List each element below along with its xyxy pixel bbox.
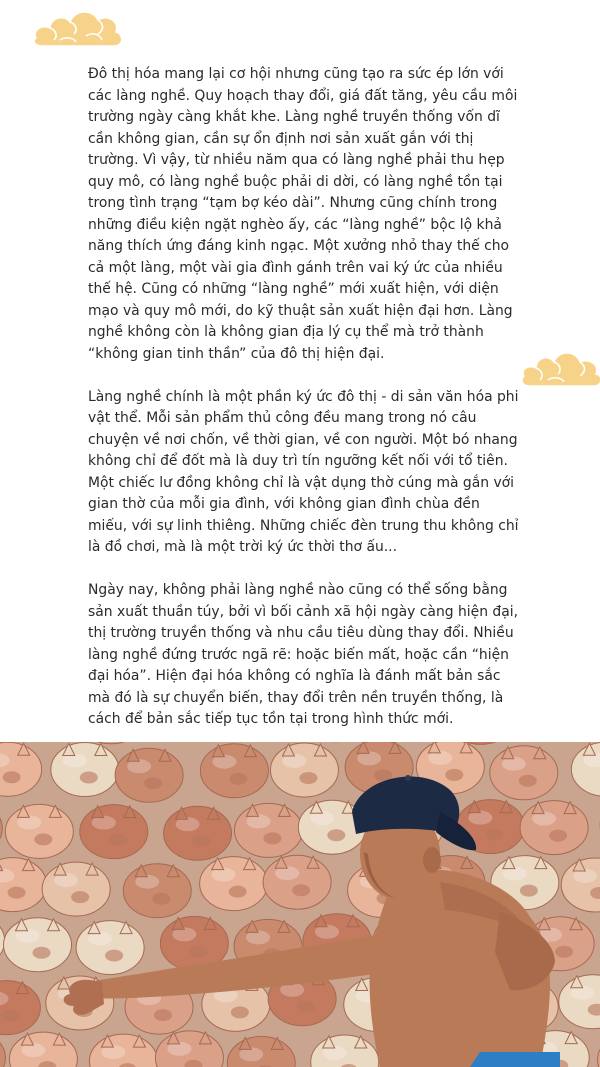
- piggy-bank: [490, 746, 558, 800]
- paragraph: Làng nghề chính là một phần ký ức đô thị - di sản văn hóa phi vật thể. Mỗi sản phẩm thủ công đều mang trong nó câu chuyện về nơi chốn, về thời gian, về con người. Một bó nhang không chỉ để đốt mà là duy trì tín ngưỡng kết nối với tổ tiên. Một chiếc lư đồng không chỉ là vật dụng thờ cúng mà gắn với gian thờ của mỗi gia đình, với không gian đình chùa đền miếu, với sự linh thiêng. Những chiếc đèn trung thu không chỉ là đồ chơi, mà là một trời ký ức thời thơ ấu...: [88, 388, 519, 555]
- piggy-bank: [76, 921, 144, 975]
- piggy-bank: [155, 1031, 223, 1067]
- piggy-bank: [89, 1034, 157, 1067]
- piggy-bank: [51, 743, 119, 797]
- feature-photo: [0, 742, 600, 1067]
- piggy-bank: [4, 918, 72, 972]
- piggy-bank: [123, 864, 191, 918]
- piggy-bank: [0, 742, 42, 796]
- piggy-bank: [0, 981, 40, 1035]
- piggy-bank: [200, 744, 268, 798]
- piggy-bank: [263, 855, 331, 909]
- piggy-bank: [200, 857, 268, 911]
- paragraph: Đô thị hóa mang lại cơ hội nhưng cũng tạo ra sức ép lớn với các làng nghề. Quy hoạch thay đổi, giá đất tăng, yêu cầu môi trường ngày càng khắt khe. Làng nghề truyền thống vốn dĩ cần không gian, cần sự ổn định nơi sản xuất gắn với thị trường. Vì vậy, từ nhiều năm qua có làng nghề phải thu hẹp quy mô, có làng nghề buộc phải di dời, có làng nghề tồn tại trong tình trạng “tạm bợ kéo dài”. Nhưng cũng chính trong những điều kiện ngặt nghèo ấy, các “làng nghề” bộc lộ khả năng thích ứng đáng kinh ngạc. Một xưởng nhỏ thay thế cho cả một làng, một vài gia đình gánh trên vai ký ức của nhiều thế hệ. Cũng có những “làng nghề” mới xuất hiện, với diện mạo và quy mô mới, do kỹ thuật sản xuất hiện đại hơn. Làng nghề không còn là không gian địa lý cụ thể mà trở thành “không gian tinh thần” của đô thị hiện đại.: [88, 66, 518, 362]
- piggy-bank: [270, 743, 338, 797]
- piggy-bank: [9, 1032, 77, 1067]
- cloud-ornament-icon: [30, 0, 126, 52]
- cloud-ornament-icon: [520, 344, 600, 390]
- piggy-bank: [5, 804, 73, 858]
- piggy-bank: [227, 1036, 295, 1067]
- piggy-bank: [520, 801, 588, 855]
- article-body: [88, 64, 520, 752]
- piggy-bank-photo-illustration: [0, 742, 600, 1067]
- piggy-bank: [571, 742, 600, 796]
- piggy-bank: [311, 1035, 379, 1067]
- piggy-bank: [115, 748, 183, 802]
- paragraph: Ngày nay, không phải làng nghề nào cũng có thể sống bằng sản xuất thuần túy, bởi vì bối cảnh xã hội ngày càng hiện đại, thị trường truyền thống và nhu cầu tiêu dùng thay đổi. Nhiều làng nghề đứng trước ngã rẽ: hoặc biến mất, hoặc cần “hiện đại hóa”. Hiện đại hóa không có nghĩa là đánh mất bản sắc mà đó là sự chuyển biến, thay đổi trên nền truyền thống, là cách để bản sắc tiếp tục tồn tại trong hình thức mới.: [88, 582, 519, 727]
- piggy-bank: [0, 858, 47, 912]
- piggy-bank: [561, 858, 600, 912]
- piggy-bank: [0, 801, 2, 855]
- piggy-bank: [164, 806, 232, 860]
- piggy-bank: [42, 862, 110, 916]
- piggy-bank: [0, 1031, 5, 1067]
- piggy-bank: [559, 975, 600, 1029]
- piggy-bank: [234, 803, 302, 857]
- piggy-bank: [80, 805, 148, 859]
